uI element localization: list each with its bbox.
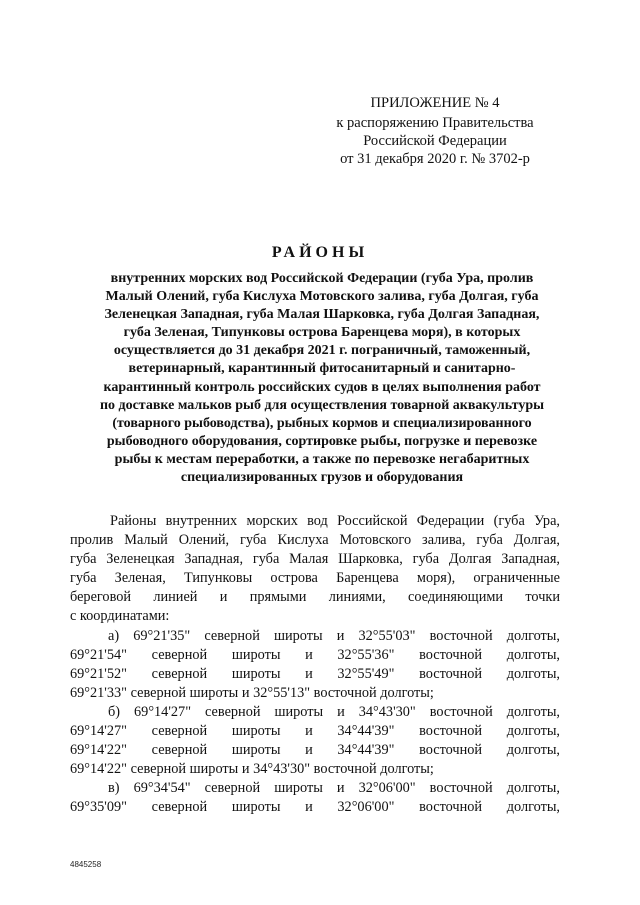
appendix-line: Российской Федерации (363, 133, 507, 149)
appendix-block (300, 94, 570, 168)
coordinate-line: а) 69°21'35" северной широты и 32°55'03" восточной долготы, (108, 627, 560, 644)
body-line: губа Зеленецкая Западная, губа Малая Шарковка, губа Долгая Западная, (70, 551, 560, 568)
body-text (70, 512, 560, 818)
coordinate-line: 69°21'54" северной широты и 32°55'36" восточной долготы, (70, 646, 560, 663)
coordinate-line: 69°14'22" северной широты и 34°43'30" восточной долготы; (70, 761, 434, 778)
coordinate-line: 69°21'33" северной широты и 32°55'13" восточной долготы; (70, 684, 434, 701)
appendix-line: к распоряжению Правительства (336, 115, 534, 131)
coordinate-line: 69°14'22" северной широты и 34°44'39" восточной долготы, (70, 742, 560, 759)
document-title: РАЙОНЫ (271, 244, 369, 261)
document-code: 4845258 (70, 860, 102, 869)
body-line: пролив Малый Олений, губа Кислуха Мотовского залива, губа Долгая, (70, 532, 560, 549)
heading-line: губа Зеленая, Типунковы острова Баренцева моря), в которых (123, 325, 521, 341)
coordinate-line: 69°35'09" северной широты и 32°06'00" восточной долготы, (70, 799, 560, 816)
heading-line: Зеленецкая Западная, губа Малая Шарковка, губа Долгая Западная, (104, 307, 540, 323)
body-line: с координатами: (70, 608, 170, 625)
heading-line: внутренних морских вод Российской Федерации (губа Ура, пролив (110, 271, 534, 286)
heading-line: ветеринарный, карантинный фитосанитарный и санитарно- (128, 361, 516, 377)
heading-line: карантинный контроль российских судов в целях выполнения работ (103, 379, 541, 395)
heading-line: Малый Олений, губа Кислуха Мотовского залива, губа Долгая, губа (105, 289, 539, 305)
heading-line: специализированных грузов и оборудования (180, 470, 464, 486)
heading-line: рыбы к местам переработки, а также по перевозке негабаритных (114, 451, 530, 467)
heading-line: по доставке мальков рыб для осуществления товарной аквакультуры (99, 397, 545, 413)
appendix-number: ПРИЛОЖЕНИЕ № 4 (370, 95, 500, 111)
appendix-line: от 31 декабря 2020 г. № 3702-р (340, 151, 530, 167)
body-line: Районы внутренних морских вод Российской Федерации (губа Ура, (110, 513, 560, 529)
body-line: береговой линией и прямыми линиями, соединяющими точки (70, 589, 560, 606)
coordinate-line: 69°21'52" северной широты и 32°55'49" восточной долготы, (70, 665, 560, 682)
coordinate-line: в) 69°34'54" северной широты и 32°06'00" восточной долготы, (108, 780, 560, 797)
document-heading (74, 270, 570, 487)
coordinate-line: 69°14'27" северной широты и 34°44'39" восточной долготы, (70, 723, 560, 740)
body-line: губа Зеленая, Типунковы острова Баренцева моря), ограниченные (70, 570, 560, 587)
heading-line: (товарного рыбоводства), рыбных кормов и специализированного (112, 415, 532, 431)
heading-line: осуществляется до 31 декабря 2021 г. пограничный, таможенный, (113, 343, 531, 359)
coordinate-line: б) 69°14'27" северной широты и 34°43'30" восточной долготы, (108, 703, 560, 720)
heading-line: рыбоводного оборудования, сортировке рыбы, погрузке и перевозке (106, 433, 538, 449)
